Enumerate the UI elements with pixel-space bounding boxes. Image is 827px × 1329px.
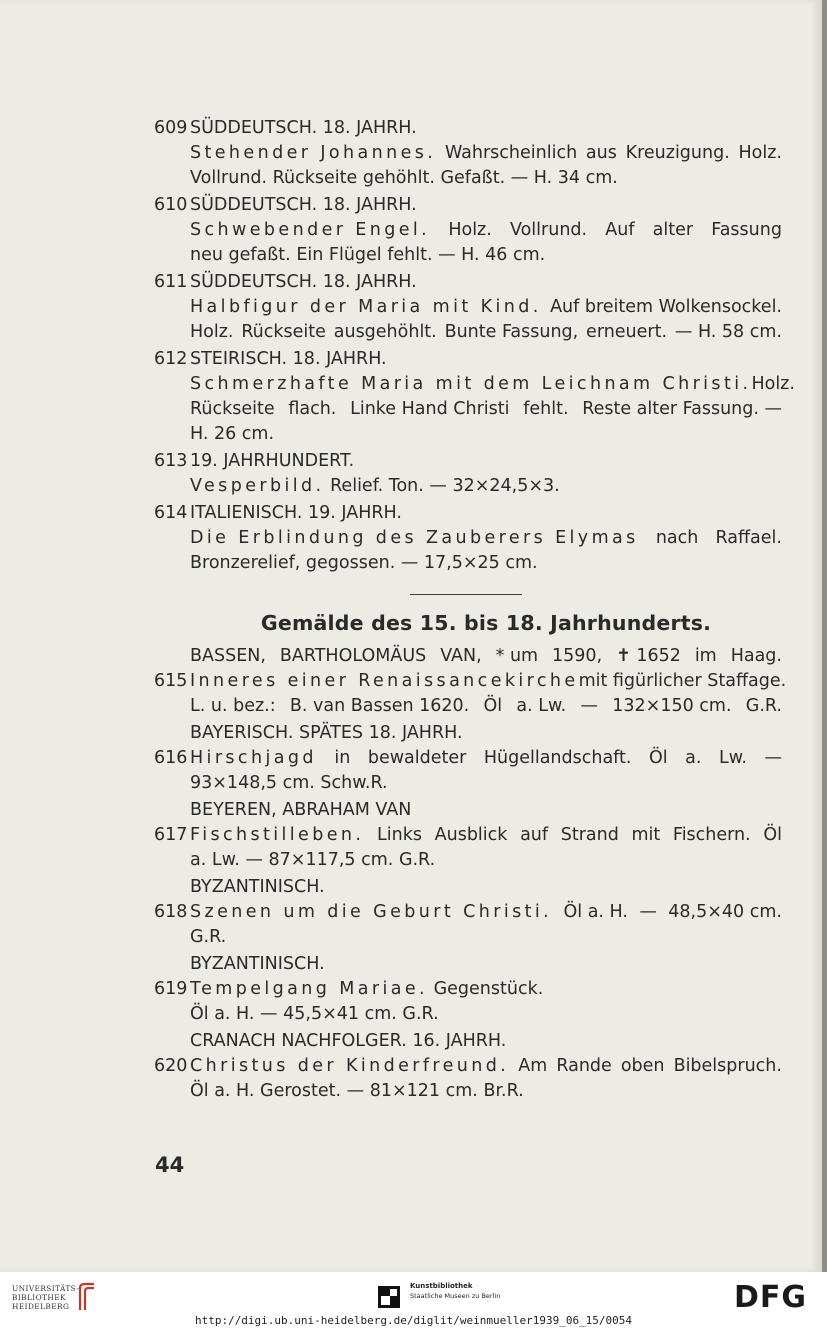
text-segment: Öl a. H. (190, 1081, 255, 1101)
text-segment: SÜDDEUTSCH. (190, 195, 318, 215)
text-line (190, 141, 782, 166)
text-segment: — 17,5×25 cm. (400, 553, 538, 573)
text-line (190, 270, 782, 295)
text-line (190, 977, 782, 1002)
text-line (190, 746, 782, 771)
artist-segment: Haag. (730, 646, 782, 666)
entry-number: 614 (154, 503, 188, 523)
text-segment: Strand (560, 825, 619, 845)
text-line (190, 669, 787, 694)
catalog-entry (150, 977, 782, 1027)
text-segment: Ein Flügel fehlt. (296, 245, 433, 265)
text-segment: Auf breitem Wolkensockel. (550, 297, 782, 317)
text-segment: Raffael. (715, 528, 782, 548)
text-segment: B. van Bassen 1620. (289, 696, 470, 716)
text-segment: — H. 34 cm. (510, 168, 618, 188)
spaced-title: Szenen um die Geburt Christi. (190, 902, 553, 922)
text-segment: SÜDDEUTSCH. (190, 272, 318, 292)
artist-segment: BAYERISCH. (190, 723, 294, 743)
text-segment: — (580, 696, 598, 716)
section-divider (410, 594, 522, 595)
text-segment: Links (377, 825, 422, 845)
spaced-title: Vesperbild. (190, 476, 325, 496)
text-segment: Öl a. H. (190, 1004, 255, 1024)
text-line (190, 925, 782, 950)
text-line (190, 295, 782, 320)
spaced-title: Schwebender Engel. (190, 220, 431, 240)
text-segment: 19. JAHRH. (308, 503, 402, 523)
text-segment: Rückseite (241, 322, 326, 342)
artist-segment: VAN, (440, 646, 482, 666)
kb-subtitle: Staatliche Museen zu Berlin (410, 1292, 501, 1300)
text-segment: H. 26 cm. (190, 424, 275, 444)
text-segment: Gefaßt. (440, 168, 506, 188)
entry-number: 612 (154, 349, 188, 369)
text-line (190, 397, 782, 422)
artist-segment: 16. JAHRH. (412, 1031, 507, 1051)
text-segment: Ton. (388, 476, 424, 496)
catalog-entry (150, 900, 782, 950)
text-segment: SÜDDEUTSCH. (190, 118, 318, 138)
text-segment: Fischern. (672, 825, 751, 845)
text-segment: Holz. (751, 374, 795, 394)
text-segment: flach. (288, 399, 337, 419)
text-segment: Öl (763, 825, 782, 845)
text-segment: G.R. (190, 927, 227, 947)
text-line (190, 243, 782, 268)
text-segment: Öl (483, 696, 503, 716)
university-library-label (12, 1284, 79, 1311)
text-segment: Rande (556, 1056, 612, 1076)
text-segment: — (346, 1081, 365, 1101)
uni-line-1: UNIVERSITÄTS- (12, 1284, 80, 1293)
spaced-title: Tempelgang Mariae. (190, 979, 428, 999)
artist-segment: CRANACH NACHFOLGER. (190, 1031, 407, 1051)
artist-segment: BYZANTINISCH. (190, 954, 325, 974)
text-line (190, 551, 782, 576)
text-segment: 19. JAHRHUNDERT. (190, 451, 355, 471)
text-segment: — (639, 902, 657, 922)
kunstbibliothek-label (410, 1281, 500, 1301)
artist-heading (150, 875, 782, 900)
text-segment: Rückseite gehöhlt. (272, 168, 435, 188)
text-line (190, 218, 782, 243)
text-segment: 87×117,5 cm. (268, 850, 394, 870)
text-segment: oben (620, 1056, 665, 1076)
text-line (190, 526, 782, 551)
text-segment: Reste alter Fassung. — (582, 399, 782, 419)
catalog-entry (150, 347, 795, 447)
text-line (190, 1002, 782, 1027)
text-segment: 18. JAHRH. (322, 195, 417, 215)
artist-heading (150, 644, 782, 669)
entry-number: 610 (154, 195, 188, 215)
text-segment: Kreuzigung. (625, 143, 730, 163)
spaced-title: Hirschjagd (190, 748, 317, 768)
text-segment: Holz. (190, 322, 234, 342)
text-segment: Linke Hand Christi (350, 399, 510, 419)
uni-line-2: BIBLIOTHEK (12, 1293, 66, 1302)
spaced-title: Stehender Johannes. (190, 143, 437, 163)
text-segment: erneuert. (586, 322, 668, 342)
entry-number: 618 (154, 902, 188, 922)
text-segment: 132×150 cm. (612, 696, 732, 716)
artist-segment: 1590, (552, 646, 603, 666)
entry-number: 609 (154, 118, 188, 138)
text-segment: Gegenstück. (433, 979, 544, 999)
artist-segment: SPÄTES 18. JAHRH. (299, 723, 463, 743)
artist-segment: BASSEN, (190, 646, 266, 666)
text-segment: Vollrund. (509, 220, 588, 240)
text-line (190, 320, 782, 345)
text-line (190, 449, 782, 474)
text-segment: Relief. (330, 476, 384, 496)
page-edge (822, 0, 827, 1272)
text-segment: Bunte Fassung, (444, 322, 579, 342)
text-line (190, 900, 782, 925)
entry-number: 617 (154, 825, 188, 845)
text-line (190, 474, 782, 499)
text-segment: auf (520, 825, 549, 845)
text-segment: Öl a. H. (563, 902, 628, 922)
text-segment: 18. JAHRH. (322, 272, 417, 292)
text-segment: Bronzerelief, gegossen. (190, 553, 396, 573)
viewer-footer (0, 1272, 827, 1329)
text-segment: a. Lw. (190, 850, 240, 870)
text-line (190, 1054, 782, 1079)
text-segment: alter (652, 220, 694, 240)
text-segment: — (245, 850, 263, 870)
text-segment: 18. JAHRH. (322, 118, 417, 138)
spaced-title: Christus der Kinderfreund. (190, 1056, 510, 1076)
catalog-entry (150, 116, 782, 191)
entry-number: 615 (154, 671, 188, 691)
entry-number: 616 (154, 748, 188, 768)
text-segment: L. u. bez.: (190, 696, 276, 716)
spaced-title: Inneres einer Renaissancekirche (190, 671, 579, 691)
spaced-title: Die Erblindung des Zauberers Elymas (190, 528, 639, 548)
catalog-content (150, 116, 795, 1106)
catalog-entry (150, 501, 782, 576)
kunstbibliothek-logo-icon[interactable] (378, 1286, 400, 1308)
artist-heading (150, 721, 782, 746)
text-segment: fehlt. (523, 399, 569, 419)
text-segment: Lw. (718, 748, 747, 768)
artist-segment: im (694, 646, 717, 666)
text-segment: Fassung (711, 220, 782, 240)
text-segment: G.R. (745, 696, 782, 716)
artist-heading (150, 1029, 782, 1054)
text-line (190, 166, 782, 191)
artist-segment: BARTHOLOMÄUS (279, 646, 427, 666)
text-segment: — H. 58 cm. (674, 322, 782, 342)
catalog-entry (150, 270, 782, 345)
section-title: Gemälde des 15. bis 18. Jahrhunderts. (260, 611, 712, 635)
artist-segment: BYZANTINISCH. (190, 877, 325, 897)
artist-heading (150, 952, 782, 977)
text-segment: 93×148,5 cm. (190, 773, 315, 793)
text-segment: neu gefaßt. (190, 245, 291, 265)
university-logo-icon[interactable] (76, 1282, 98, 1312)
text-segment: Auf (605, 220, 635, 240)
text-segment: in (334, 748, 351, 768)
text-segment: Am (518, 1056, 548, 1076)
catalog-entry (150, 669, 787, 719)
dfg-logo[interactable]: DFG (734, 1280, 808, 1315)
text-segment: nach (655, 528, 699, 548)
text-segment: aus (585, 143, 617, 163)
kb-title: Kunstbibliothek (410, 1282, 473, 1290)
text-segment: Holz. (448, 220, 492, 240)
text-segment: a. Lw. (516, 696, 567, 716)
entry-number: 620 (154, 1056, 188, 1076)
text-line (190, 372, 795, 397)
spaced-title: Fischstilleben. (190, 825, 365, 845)
text-segment: Schw.R. (320, 773, 388, 793)
text-line (190, 771, 782, 796)
text-segment: STEIRISCH. (190, 349, 288, 369)
text-line (190, 347, 782, 372)
page-url[interactable]: http://digi.ub.uni-heidelberg.de/diglit/weinmueller1939_06_15/0054 (194, 1314, 633, 1327)
entry-number: 613 (154, 451, 188, 471)
text-line (190, 848, 782, 873)
text-line (190, 823, 782, 848)
artist-segment: BEYEREN, ABRAHAM VAN (190, 800, 412, 820)
catalog-entry (150, 823, 782, 873)
artist-heading (150, 798, 782, 823)
spaced-title: Schmerzhafte Maria mit dem Leichnam Christi. (190, 374, 752, 394)
text-segment: — 32×24,5×3. (429, 476, 560, 496)
text-segment: Holz. (738, 143, 782, 163)
text-segment: Hügellandschaft. (483, 748, 632, 768)
text-line (190, 193, 782, 218)
text-segment: Bibelspruch. (673, 1056, 782, 1076)
entry-number: 611 (154, 272, 188, 292)
text-segment: mit (631, 825, 661, 845)
text-line (190, 694, 782, 719)
text-segment: — (764, 748, 782, 768)
text-segment: — H. 46 cm. (438, 245, 546, 265)
text-segment: G.R. (402, 1004, 439, 1024)
text-segment: Br.R. (483, 1081, 524, 1101)
text-segment: a. (685, 748, 702, 768)
text-segment: Öl (648, 748, 668, 768)
entry-number: 619 (154, 979, 188, 999)
artist-segment: * um (495, 646, 539, 666)
catalog-entry (150, 449, 782, 499)
text-segment: 48,5×40 cm. (668, 902, 782, 922)
text-segment: 81×121 cm. (369, 1081, 478, 1101)
text-line (190, 116, 782, 141)
text-segment: ITALIENISCH. (190, 503, 303, 523)
page-number: 44 (155, 1153, 185, 1177)
text-segment: — (260, 1004, 278, 1024)
text-line (190, 1079, 782, 1104)
spaced-title: Halbfigur der Maria mit Kind. (190, 297, 542, 317)
catalog-entry (150, 1054, 782, 1104)
text-segment: bewaldeter (367, 748, 467, 768)
text-segment: Ausblick (434, 825, 508, 845)
text-line (190, 501, 782, 526)
text-segment: 18. JAHRH. (292, 349, 387, 369)
catalog-entry (150, 746, 782, 796)
text-segment: Wahrscheinlich (444, 143, 578, 163)
text-segment: mit figürlicher Staffage. (578, 671, 787, 691)
uni-line-3: HEIDELBERG (12, 1302, 70, 1311)
artist-segment: ✝ 1652 (616, 646, 681, 666)
text-segment: Vollrund. (190, 168, 268, 188)
text-line (190, 422, 782, 447)
text-segment: Gerostet. (260, 1081, 342, 1101)
text-segment: ausgehöhlt. (333, 322, 437, 342)
text-segment: G.R. (398, 850, 436, 870)
text-segment: Rückseite (190, 399, 275, 419)
text-segment: 45,5×41 cm. (283, 1004, 397, 1024)
catalog-entry (150, 193, 782, 268)
